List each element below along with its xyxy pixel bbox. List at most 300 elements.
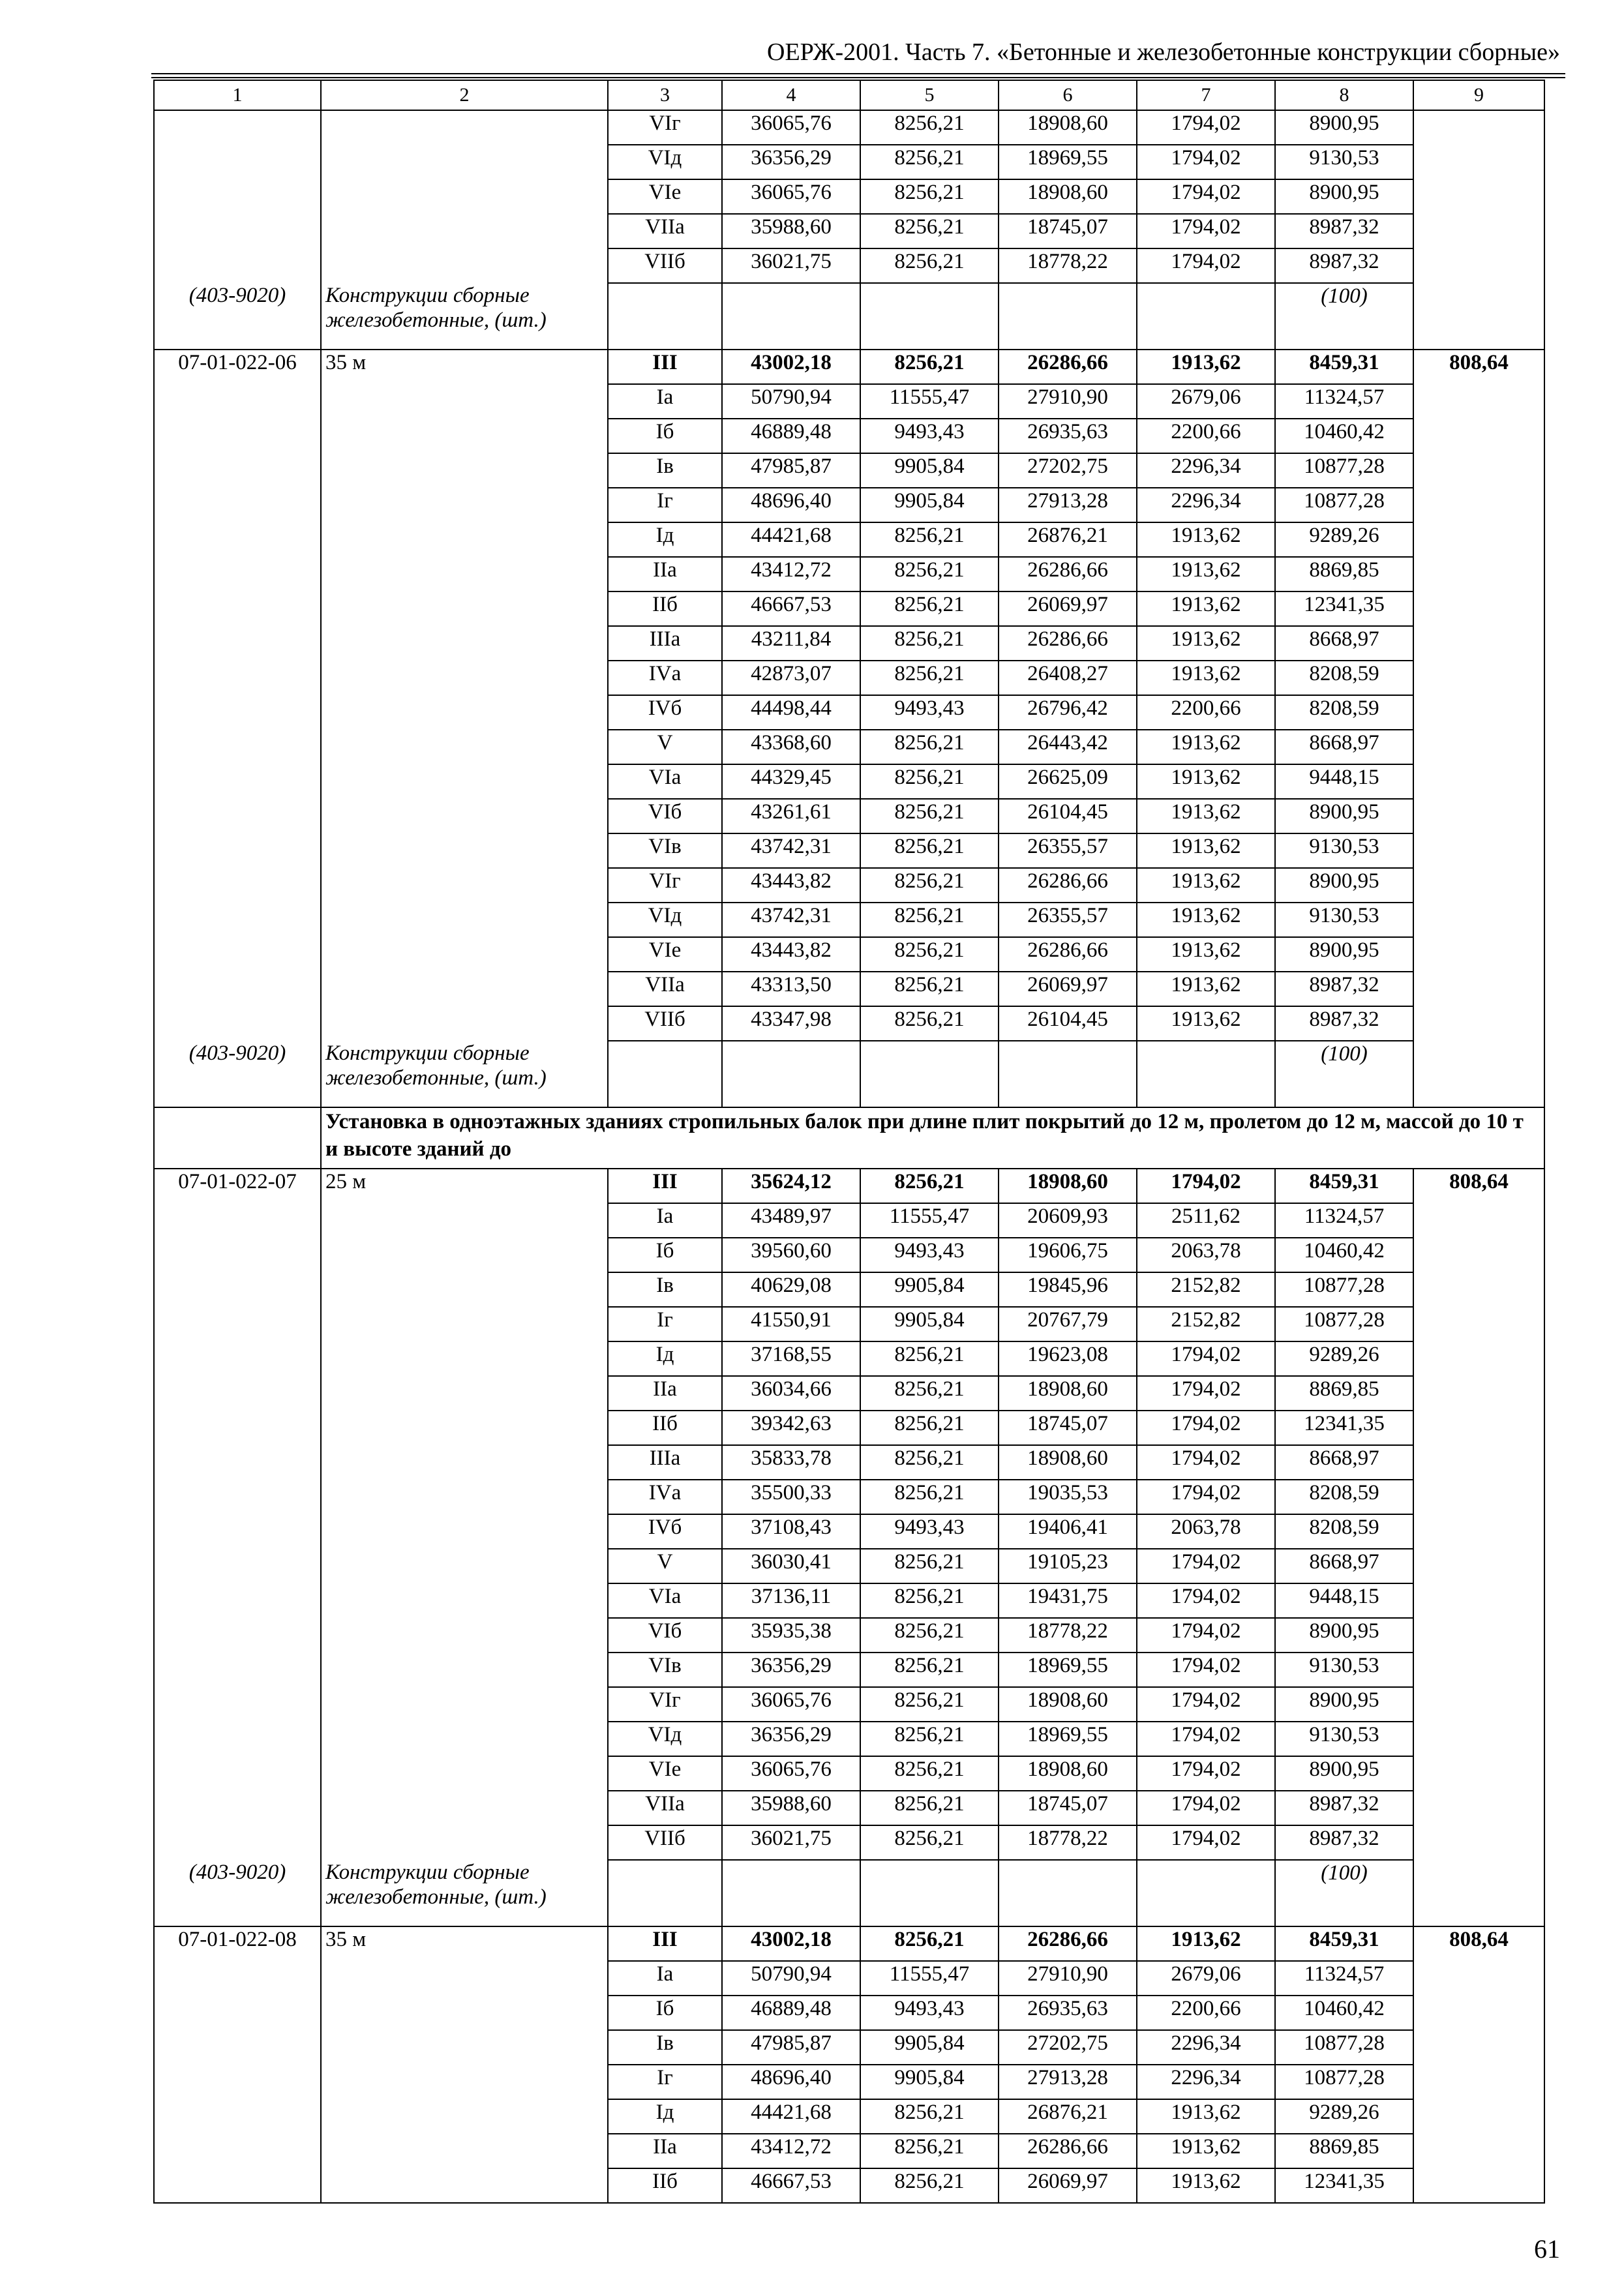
value-cell: 12341,35 [1275, 591, 1413, 626]
value-cell: 10877,28 [1275, 2065, 1413, 2099]
rate-name [321, 2065, 608, 2099]
rate-code [154, 833, 321, 868]
value-cell: 8256,21 [860, 2099, 999, 2134]
value-cell: 8256,21 [860, 1006, 999, 1041]
zone-cell: IIа [608, 1376, 722, 1411]
zone-cell: Iд [608, 522, 722, 557]
table-row [154, 1996, 1544, 2030]
value-cell: 18778,22 [999, 248, 1137, 283]
value-cell: 10460,42 [1275, 1238, 1413, 1272]
rate-name [321, 868, 608, 903]
zone-cell: IIб [608, 591, 722, 626]
value-cell: 8256,21 [860, 1926, 999, 1961]
zone-cell: IVа [608, 661, 722, 695]
table-row [154, 626, 1544, 661]
zone-cell: VIд [608, 1722, 722, 1756]
table-row [154, 764, 1544, 799]
rate-code [154, 661, 321, 695]
value-cell: 46889,48 [722, 1996, 860, 2030]
value-cell: 18908,60 [999, 1376, 1137, 1411]
rate-code [154, 799, 321, 833]
value-cell: 26796,42 [999, 695, 1137, 730]
col9-cell [1413, 1549, 1544, 1583]
value-cell: 48696,40 [722, 2065, 860, 2099]
value-cell: 18745,07 [999, 214, 1137, 248]
value-cell: 1913,62 [1137, 1006, 1275, 1041]
resource-value: (100) [1275, 283, 1413, 350]
value-cell: 27913,28 [999, 2065, 1137, 2099]
value-cell: 46889,48 [722, 419, 860, 453]
value-cell: 26935,63 [999, 419, 1137, 453]
rate-code [154, 1341, 321, 1376]
value-cell: 2679,06 [1137, 384, 1275, 419]
rate-name [321, 453, 608, 488]
rate-code [154, 2168, 321, 2203]
value-cell: 8900,95 [1275, 868, 1413, 903]
value-cell: 1913,62 [1137, 2168, 1275, 2203]
rate-code [154, 110, 321, 145]
value-cell: 8256,21 [860, 833, 999, 868]
rate-code [154, 1480, 321, 1514]
value-cell: 26104,45 [999, 799, 1137, 833]
value-cell: 26935,63 [999, 1996, 1137, 2030]
rate-code [154, 248, 321, 283]
table-row [154, 350, 1544, 384]
value-cell: 1913,62 [1137, 2134, 1275, 2168]
value-cell: 8208,59 [1275, 661, 1413, 695]
col9-cell [1413, 522, 1544, 557]
value-cell: 18908,60 [999, 110, 1137, 145]
zone-cell: VIв [608, 1653, 722, 1687]
zone-cell: VIб [608, 1618, 722, 1653]
zone-cell: VIIб [608, 1006, 722, 1041]
value-cell: 26355,57 [999, 833, 1137, 868]
table-row [154, 179, 1544, 214]
value-cell: 2152,82 [1137, 1272, 1275, 1307]
value-cell: 8869,85 [1275, 1376, 1413, 1411]
note-row [154, 1041, 1544, 1107]
rate-code [154, 1687, 321, 1722]
rate-code [154, 764, 321, 799]
column-number: 8 [1275, 80, 1413, 110]
value-cell: 37168,55 [722, 1341, 860, 1376]
rate-code [154, 214, 321, 248]
column-number: 4 [722, 80, 860, 110]
value-cell: 35988,60 [722, 214, 860, 248]
zone-cell: IIб [608, 2168, 722, 2203]
value-cell: 47985,87 [722, 453, 860, 488]
rate-name: 35 м [321, 350, 608, 384]
value-cell: 1794,02 [1137, 1618, 1275, 1653]
col9-cell [1413, 1445, 1544, 1480]
value-cell: 36065,76 [722, 179, 860, 214]
value-cell: 26286,66 [999, 626, 1137, 661]
value-cell: 27913,28 [999, 488, 1137, 522]
value-cell: 26355,57 [999, 903, 1137, 937]
value-cell: 8987,32 [1275, 972, 1413, 1006]
rate-code [154, 1791, 321, 1825]
table-row [154, 1480, 1544, 1514]
zone-cell: IVб [608, 1514, 722, 1549]
value-cell: 18908,60 [999, 179, 1137, 214]
value-cell: 8900,95 [1275, 1756, 1413, 1791]
value-cell: 2296,34 [1137, 2030, 1275, 2065]
rate-code [154, 903, 321, 937]
table-row [154, 1445, 1544, 1480]
value-cell: 20767,79 [999, 1307, 1137, 1341]
value-cell: 9905,84 [860, 453, 999, 488]
rate-code [154, 384, 321, 419]
value-cell: 1913,62 [1137, 903, 1275, 937]
table-row [154, 1756, 1544, 1791]
value-cell: 19845,96 [999, 1272, 1137, 1307]
value-cell: 36065,76 [722, 110, 860, 145]
value-cell: 50790,94 [722, 384, 860, 419]
rate-name [321, 384, 608, 419]
table-row [154, 557, 1544, 591]
value-cell: 2296,34 [1137, 488, 1275, 522]
zone-cell: VIе [608, 1756, 722, 1791]
value-cell: 27910,90 [999, 1961, 1137, 1996]
zone-cell: VIд [608, 903, 722, 937]
rate-name [321, 1687, 608, 1722]
value-cell: 11324,57 [1275, 1203, 1413, 1238]
rate-name [321, 1445, 608, 1480]
table-row [154, 2134, 1544, 2168]
zone-cell: VIб [608, 799, 722, 833]
rate-code [154, 1825, 321, 1860]
value-cell: 9905,84 [860, 2065, 999, 2099]
value-cell: 36030,41 [722, 1549, 860, 1583]
value-cell: 8256,21 [860, 1653, 999, 1687]
table-row [154, 145, 1544, 179]
value-cell: 2296,34 [1137, 2065, 1275, 2099]
col9-cell [1413, 557, 1544, 591]
empty-cell [608, 1860, 722, 1926]
value-cell: 42873,07 [722, 661, 860, 695]
value-cell: 1794,02 [1137, 248, 1275, 283]
value-cell: 26286,66 [999, 1926, 1137, 1961]
col9-cell [1413, 1791, 1544, 1825]
zone-cell: Iб [608, 1238, 722, 1272]
value-cell: 9448,15 [1275, 1583, 1413, 1618]
rate-name [321, 972, 608, 1006]
value-cell: 10460,42 [1275, 1996, 1413, 2030]
table-row [154, 453, 1544, 488]
rate-name [321, 1791, 608, 1825]
zone-cell: IVб [608, 695, 722, 730]
value-cell: 26069,97 [999, 591, 1137, 626]
value-cell: 1913,62 [1137, 799, 1275, 833]
table-row [154, 730, 1544, 764]
rate-code [154, 179, 321, 214]
empty-cell [722, 283, 860, 350]
empty-cell [999, 1860, 1137, 1926]
rate-code [154, 868, 321, 903]
value-cell: 43742,31 [722, 833, 860, 868]
col9-cell [1413, 695, 1544, 730]
value-cell: 36021,75 [722, 248, 860, 283]
table-row [154, 903, 1544, 937]
zone-cell: VIе [608, 179, 722, 214]
value-cell: 8869,85 [1275, 2134, 1413, 2168]
table-row [154, 214, 1544, 248]
zone-cell: Iв [608, 2030, 722, 2065]
rate-code [154, 145, 321, 179]
empty-cell [722, 1041, 860, 1107]
value-cell: 1794,02 [1137, 1169, 1275, 1203]
table-row [154, 2065, 1544, 2099]
zone-cell: Iд [608, 2099, 722, 2134]
value-cell: 18908,60 [999, 1756, 1137, 1791]
rate-name [321, 1756, 608, 1791]
value-cell: 1794,02 [1137, 179, 1275, 214]
col9-cell [1413, 1238, 1544, 1272]
value-cell: 18969,55 [999, 145, 1137, 179]
value-cell: 1913,62 [1137, 764, 1275, 799]
rate-code [154, 1307, 321, 1341]
zone-cell: VIIб [608, 1825, 722, 1860]
value-cell: 1794,02 [1137, 1583, 1275, 1618]
rate-name [321, 2030, 608, 2065]
value-cell: 43347,98 [722, 1006, 860, 1041]
table-row [154, 591, 1544, 626]
value-cell: 41550,91 [722, 1307, 860, 1341]
rate-name [321, 695, 608, 730]
zone-cell: IIа [608, 557, 722, 591]
value-cell: 27202,75 [999, 2030, 1137, 2065]
col9-cell [1413, 2030, 1544, 2065]
value-cell: 8900,95 [1275, 179, 1413, 214]
rate-name [321, 1618, 608, 1653]
table-row [154, 1825, 1544, 1860]
column-number: 6 [999, 80, 1137, 110]
col9-cell: 808,64 [1413, 350, 1544, 384]
rate-code [154, 453, 321, 488]
table-row [154, 833, 1544, 868]
col9-cell [1413, 1687, 1544, 1722]
zone-cell: Iд [608, 1341, 722, 1376]
value-cell: 43742,31 [722, 903, 860, 937]
zone-cell: VIв [608, 833, 722, 868]
value-cell: 11324,57 [1275, 384, 1413, 419]
value-cell: 2296,34 [1137, 453, 1275, 488]
running-head: ОЕРЖ-2001. Часть 7. «Бетонные и железобетонные конструкции сборные» [767, 38, 1560, 66]
value-cell: 2200,66 [1137, 419, 1275, 453]
col9-cell [1413, 799, 1544, 833]
col9-cell [1413, 1722, 1544, 1756]
value-cell: 1913,62 [1137, 937, 1275, 972]
zone-cell: VIIа [608, 972, 722, 1006]
value-cell: 9493,43 [860, 1514, 999, 1549]
zone-cell: VIд [608, 145, 722, 179]
rate-code [154, 1238, 321, 1272]
value-cell: 26104,45 [999, 1006, 1137, 1041]
value-cell: 8256,21 [860, 972, 999, 1006]
zone-cell: V [608, 1549, 722, 1583]
rate-name [321, 1411, 608, 1445]
table-row [154, 384, 1544, 419]
value-cell: 18969,55 [999, 1722, 1137, 1756]
zone-cell: III [608, 350, 722, 384]
value-cell: 2679,06 [1137, 1961, 1275, 1996]
value-cell: 8208,59 [1275, 695, 1413, 730]
resource-code: (403-9020) [154, 1860, 321, 1926]
zone-cell: IIа [608, 2134, 722, 2168]
col9-cell [1413, 868, 1544, 903]
col9-cell [1413, 1376, 1544, 1411]
empty-cell [1413, 1860, 1544, 1926]
rate-code [154, 2065, 321, 2099]
col9-cell [1413, 384, 1544, 419]
value-cell: 9493,43 [860, 1238, 999, 1272]
value-cell: 39560,60 [722, 1238, 860, 1272]
value-cell: 8668,97 [1275, 626, 1413, 661]
value-cell: 48696,40 [722, 488, 860, 522]
value-cell: 8459,31 [1275, 350, 1413, 384]
rate-name [321, 833, 608, 868]
empty-cell [154, 1107, 321, 1169]
value-cell: 9493,43 [860, 695, 999, 730]
rate-name [321, 661, 608, 695]
value-cell: 1913,62 [1137, 591, 1275, 626]
value-cell: 43412,72 [722, 2134, 860, 2168]
col9-cell [1413, 1272, 1544, 1307]
rate-code [154, 1272, 321, 1307]
value-cell: 35833,78 [722, 1445, 860, 1480]
header-rule [151, 77, 1565, 78]
value-cell: 8459,31 [1275, 1169, 1413, 1203]
value-cell: 1913,62 [1137, 2099, 1275, 2134]
table-row [154, 1961, 1544, 1996]
value-cell: 1794,02 [1137, 145, 1275, 179]
value-cell: 44329,45 [722, 764, 860, 799]
zone-cell: VIIа [608, 214, 722, 248]
value-cell: 27202,75 [999, 453, 1137, 488]
empty-cell [1413, 283, 1544, 350]
col9-cell [1413, 419, 1544, 453]
zone-cell: III [608, 1926, 722, 1961]
value-cell: 37136,11 [722, 1583, 860, 1618]
value-cell: 8208,59 [1275, 1480, 1413, 1514]
value-cell: 12341,35 [1275, 2168, 1413, 2203]
table-row [154, 2099, 1544, 2134]
empty-cell [860, 1041, 999, 1107]
col9-cell [1413, 1006, 1544, 1041]
col9-cell [1413, 1996, 1544, 2030]
value-cell: 2511,62 [1137, 1203, 1275, 1238]
empty-cell [1137, 1041, 1275, 1107]
price-table [153, 80, 1545, 2204]
value-cell: 35935,38 [722, 1618, 860, 1653]
value-cell: 43313,50 [722, 972, 860, 1006]
value-cell: 8256,21 [860, 2134, 999, 2168]
note-row [154, 1860, 1544, 1926]
resource-code: (403-9020) [154, 283, 321, 350]
rate-code: 07-01-022-08 [154, 1926, 321, 1961]
rate-name [321, 110, 608, 145]
value-cell: 8256,21 [860, 1756, 999, 1791]
value-cell: 8256,21 [860, 1722, 999, 1756]
value-cell: 39342,63 [722, 1411, 860, 1445]
value-cell: 26876,21 [999, 522, 1137, 557]
empty-cell [999, 1041, 1137, 1107]
value-cell: 9905,84 [860, 1272, 999, 1307]
resource-name: Конструкции сборные железобетонные, (шт.) [321, 1041, 608, 1107]
table-row [154, 1722, 1544, 1756]
empty-cell [1137, 1860, 1275, 1926]
value-cell: 43443,82 [722, 868, 860, 903]
value-cell: 43211,84 [722, 626, 860, 661]
rate-code [154, 626, 321, 661]
zone-cell: VIIб [608, 248, 722, 283]
value-cell: 35624,12 [722, 1169, 860, 1203]
value-cell: 9448,15 [1275, 764, 1413, 799]
value-cell: 18778,22 [999, 1618, 1137, 1653]
col9-cell [1413, 488, 1544, 522]
empty-cell [608, 283, 722, 350]
col9-cell [1413, 248, 1544, 283]
col9-cell [1413, 764, 1544, 799]
rate-code [154, 1618, 321, 1653]
section-title: Установка в одноэтажных зданиях стропильных балок при длине плит покрытий до 12 м, пролетом до 12 м, массой до 10 т и высоте зданий до [321, 1107, 1544, 1169]
rate-name [321, 522, 608, 557]
value-cell: 26408,27 [999, 661, 1137, 695]
value-cell: 18908,60 [999, 1169, 1137, 1203]
value-cell: 8987,32 [1275, 1006, 1413, 1041]
value-cell: 9289,26 [1275, 2099, 1413, 2134]
value-cell: 26625,09 [999, 764, 1137, 799]
col9-cell [1413, 2134, 1544, 2168]
table-row [154, 1583, 1544, 1618]
value-cell: 9130,53 [1275, 145, 1413, 179]
zone-cell: Iг [608, 1307, 722, 1341]
rate-code [154, 730, 321, 764]
col9-cell [1413, 214, 1544, 248]
value-cell: 2063,78 [1137, 1514, 1275, 1549]
empty-cell [860, 283, 999, 350]
value-cell: 8256,21 [860, 214, 999, 248]
resource-value: (100) [1275, 1041, 1413, 1107]
value-cell: 1794,02 [1137, 1549, 1275, 1583]
value-cell: 9130,53 [1275, 1722, 1413, 1756]
col9-cell [1413, 1583, 1544, 1618]
value-cell: 8900,95 [1275, 110, 1413, 145]
rate-code [154, 488, 321, 522]
table-row [154, 522, 1544, 557]
value-cell: 26876,21 [999, 2099, 1137, 2134]
value-cell: 18908,60 [999, 1445, 1137, 1480]
value-cell: 36065,76 [722, 1756, 860, 1791]
table-row [154, 1549, 1544, 1583]
value-cell: 9130,53 [1275, 1653, 1413, 1687]
value-cell: 43368,60 [722, 730, 860, 764]
value-cell: 46667,53 [722, 2168, 860, 2203]
value-cell: 43002,18 [722, 1926, 860, 1961]
rate-name [321, 1514, 608, 1549]
value-cell: 8987,32 [1275, 1825, 1413, 1860]
rate-name [321, 1006, 608, 1041]
value-cell: 37108,43 [722, 1514, 860, 1549]
resource-name: Конструкции сборные железобетонные, (шт.) [321, 283, 608, 350]
rate-code [154, 2099, 321, 2134]
value-cell: 8256,21 [860, 1687, 999, 1722]
column-number: 9 [1413, 80, 1544, 110]
col9-cell [1413, 453, 1544, 488]
rate-name [321, 1341, 608, 1376]
value-cell: 8256,21 [860, 350, 999, 384]
table-row [154, 1618, 1544, 1653]
